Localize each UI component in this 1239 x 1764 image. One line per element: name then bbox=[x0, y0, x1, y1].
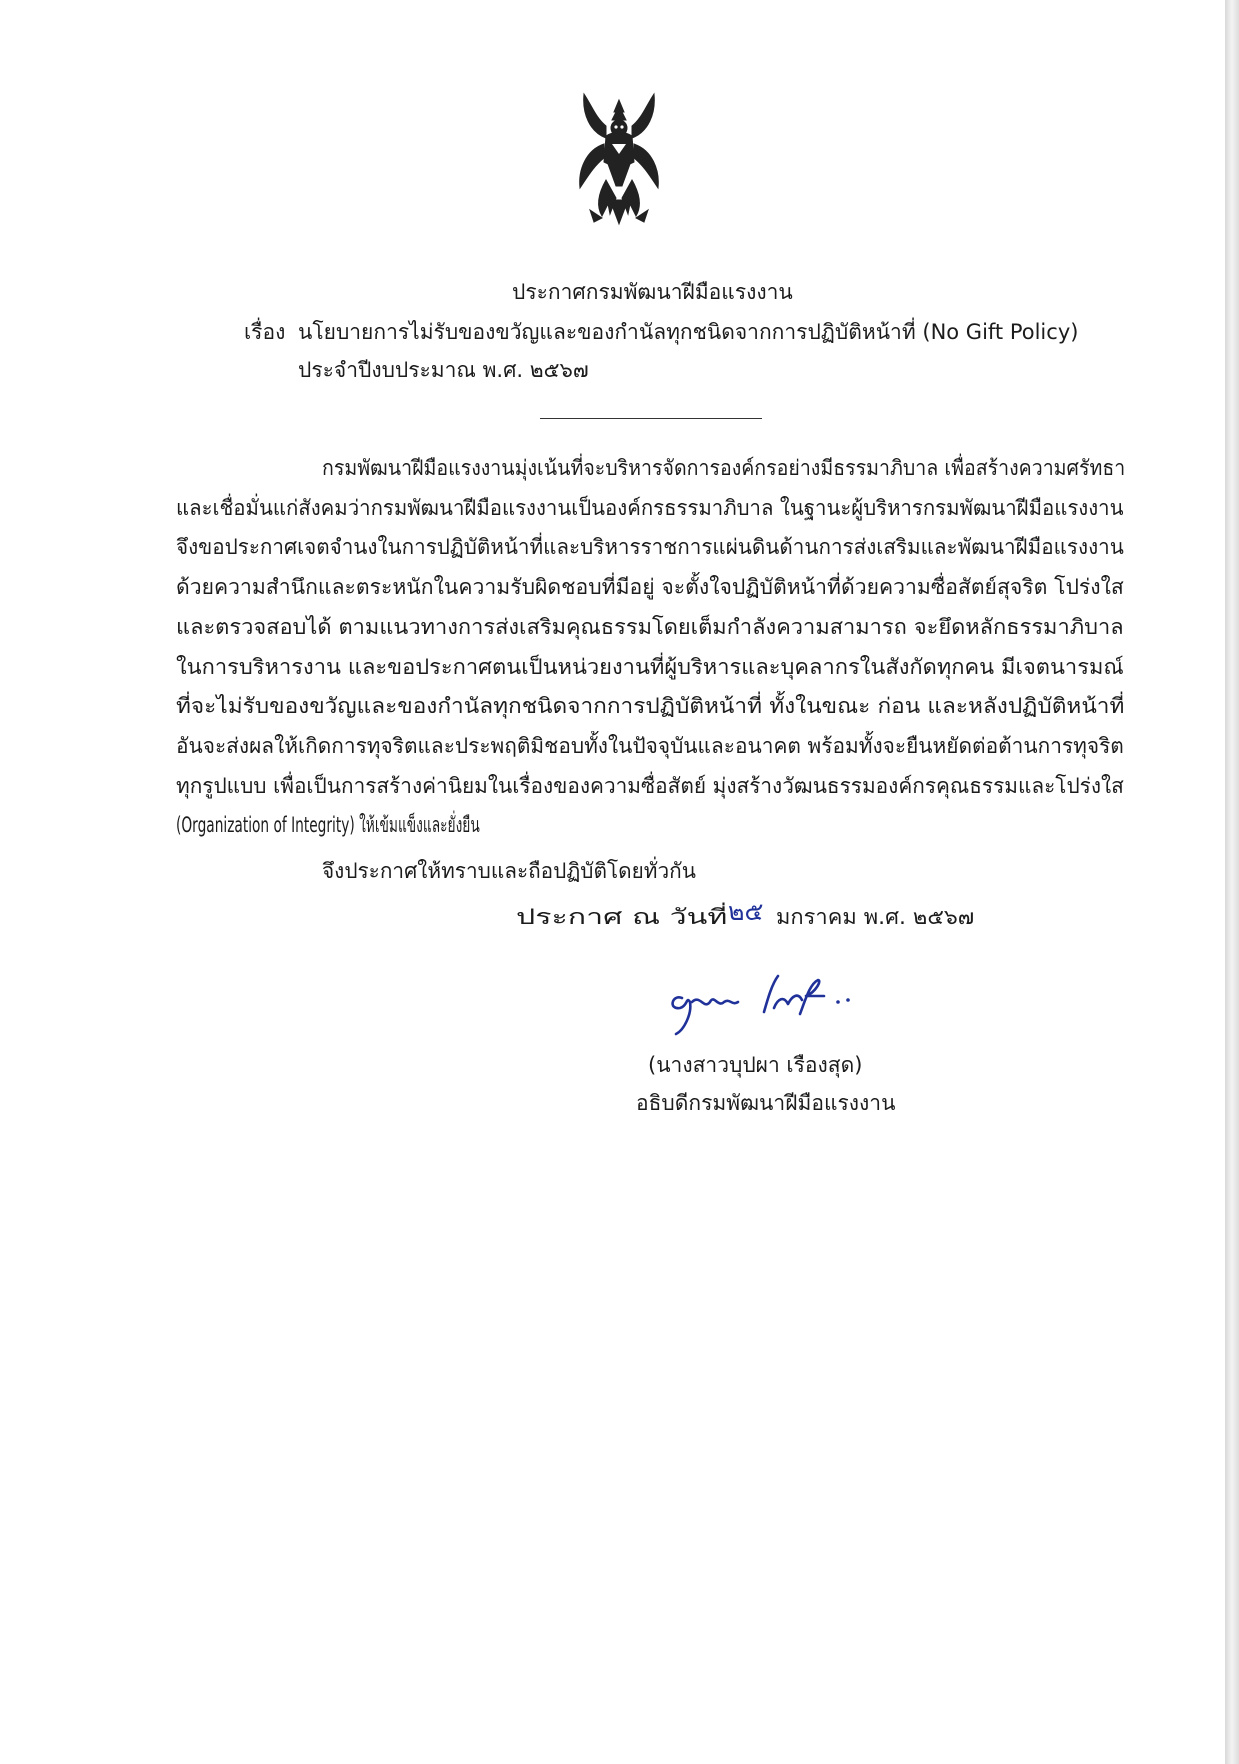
page-edge-shadow bbox=[1225, 0, 1239, 1764]
title-divider bbox=[540, 418, 762, 419]
paragraph-line: กรมพัฒนาฝีมือแรงงานมุ่งเน้นที่จะบริหารจัดการองค์กรอย่างมีธรรมาภิบาล เพื่อสร้างความศรัทธา bbox=[322, 456, 1126, 480]
subject-continuation: ประจำปีงบประมาณ พ.ศ. ๒๕๖๗ bbox=[298, 358, 589, 382]
paragraph-line: ทุกรูปแบบ เพื่อเป็นการสร้างค่านิยมในเรื่องของความซื่อสัตย์ มุ่งสร้างวัฒนธรรมองค์กรคุณธรรมและโปร่งใส bbox=[176, 774, 1124, 798]
paragraph-line: และเชื่อมั่นแก่สังคมว่ากรมพัฒนาฝีมือแรงงานเป็นองค์กรธรรมาภิบาล ในฐานะผู้บริหารกรมพัฒนาฝีมือแรงงาน bbox=[176, 496, 1124, 520]
signatory-title: อธิบดีกรมพัฒนาฝีมือแรงงาน bbox=[636, 1091, 896, 1115]
paragraph-line: อันจะส่งผลให้เกิดการทุจริตและประพฤติมิชอบทั้งในปัจจุบันและอนาคต พร้อมทั้งจะยืนหยัดต่อต้านการทุจริต bbox=[176, 734, 1124, 758]
paragraph-line: ด้วยความสำนึกและตระหนักในความรับผิดชอบที่มีอยู่ จะตั้งใจปฏิบัติหน้าที่ด้วยความซื่อสัตย์สุจริต โปร่งใส bbox=[176, 575, 1124, 599]
date-prefix: ประกาศ ณ วันที่ bbox=[516, 905, 728, 929]
agency-title: ประกาศกรมพัฒนาฝีมือแรงงาน bbox=[512, 280, 793, 304]
paragraph-line: และตรวจสอบได้ ตามแนวทางการส่งเสริมคุณธรรมโดยเต็มกำลังความสามารถ จะยึดหลักธรรมาภิบาล bbox=[176, 615, 1124, 639]
paragraph-line: จึงขอประกาศเจตจำนงในการปฏิบัติหน้าที่และบริหารราชการแผ่นดินด้านการส่งเสริมและพัฒนาฝีมือแรงงาน bbox=[176, 535, 1124, 559]
paragraph-line: ที่จะไม่รับของขวัญและของกำนัลทุกชนิดจากการปฏิบัติหน้าที่ ทั้งในขณะ ก่อน และหลังปฏิบัติหน้าที่ bbox=[176, 694, 1125, 718]
paragraph-line: ในการบริหารงาน และขอประกาศตนเป็นหน่วยงานที่ผู้บริหารและบุคลากรในสังกัดทุกคน มีเจตนารมณ์ bbox=[176, 655, 1124, 679]
handwritten-day: ๒๕ bbox=[728, 897, 764, 926]
garuda-emblem-icon bbox=[576, 92, 662, 230]
closing-statement: จึงประกาศให้ทราบและถือปฏิบัติโดยทั่วกัน bbox=[322, 859, 696, 883]
date-month-year: มกราคม พ.ศ. ๒๕๖๗ bbox=[776, 905, 975, 929]
signatory-name: (นางสาวบุปผา เรืองสุด) bbox=[648, 1053, 863, 1077]
subject-label: เรื่อง bbox=[244, 320, 286, 344]
paragraph-line: (Organization of Integrity) ให้เข้มแข็งและยั่งยืน bbox=[176, 813, 480, 837]
signature bbox=[660, 958, 880, 1038]
subject-text: นโยบายการไม่รับของขวัญและของกำนัลทุกชนิดจากการปฏิบัติหน้าที่ (No Gift Policy) bbox=[298, 320, 1079, 344]
